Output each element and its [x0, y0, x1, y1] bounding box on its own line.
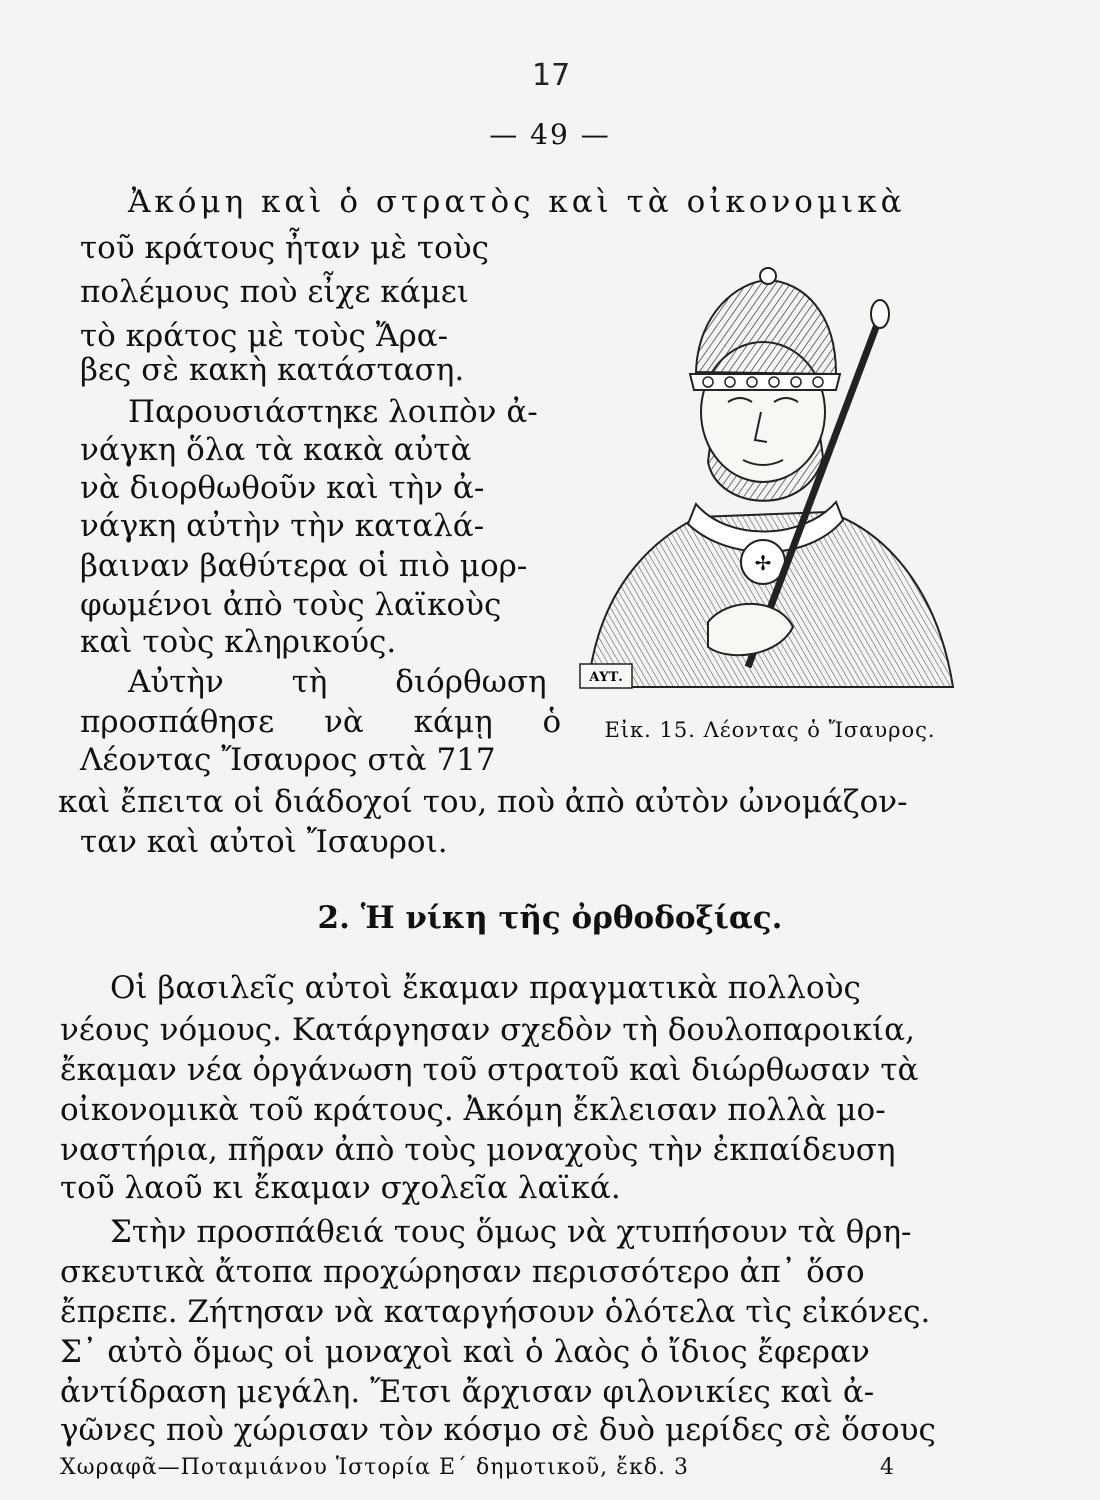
- text-line: ἀντίδραση μεγάλη. Ἔτσι ἄρχισαν φιλονικίες καὶ ἀ-: [60, 1374, 875, 1410]
- page-number: — 49 —: [489, 118, 611, 151]
- text-line: Ἀκόμη καὶ ὁ στρατὸς καὶ τὰ οἰκονομικὰ: [128, 184, 906, 220]
- text-line: τοῦ κράτους ἦταν μὲ τοὺς: [80, 230, 489, 266]
- text-line: οἰκονομικὰ τοῦ κράτους. Ἀκόμη ἔκλεισαν πολλὰ μο-: [60, 1092, 886, 1128]
- text-line: ναστήρια, πῆραν ἀπὸ τοὺς μοναχοὺς τὴν ἐκπαίδευση: [60, 1132, 896, 1168]
- text-line: καὶ ἔπειτα οἱ διάδοχοί του, ποὺ ἀπὸ αὐτὸν ὠνομάζον-: [58, 784, 908, 820]
- text-line: τοῦ λαοῦ κι ἔκαμαν σχολεῖα λαϊκά.: [60, 1170, 621, 1206]
- text-line: προσπάθησε νὰ κάμῃ ὁ: [80, 704, 562, 740]
- signature-number: 4: [880, 1455, 894, 1480]
- emperor-portrait-illustration: [578, 262, 958, 692]
- text-line: Στὴν προσπάθειά τους ὅμως νὰ χτυπήσουν τὰ θρη-: [110, 1214, 912, 1250]
- text-line: γῶνες ποὺ χώρισαν τὸν κόσμο σὲ δυὸ μερίδες σὲ ὅσους: [60, 1412, 936, 1448]
- text-line: Σ᾿ αὐτὸ ὅμως οἱ μοναχοὶ καὶ ὁ λαὸς ὁ ἴδιος ἔφεραν: [60, 1334, 870, 1370]
- text-line: σκευτικὰ ἄτοπα προχώρησαν περισσότερο ἀπ᾿ ὅσο: [60, 1254, 865, 1290]
- illustration-inset-label: ΑΥΤ.: [589, 670, 623, 685]
- figure-caption: Εἰκ. 15. Λέοντας ὁ Ἴσαυρος.: [604, 718, 936, 742]
- handwritten-mark: 17: [532, 58, 571, 93]
- text-line: νάγκη αὐτὴν τὴν καταλά-: [80, 508, 485, 544]
- text-line: ἔπρεπε. Ζήτησαν νὰ καταργήσουν ὁλότελα τὶς εἰκόνες.: [60, 1294, 931, 1330]
- text-line: ταν καὶ αὐτοὶ Ἴσαυροι.: [80, 824, 448, 860]
- text-line: τὸ κράτος μὲ τοὺς Ἄρα-: [80, 318, 449, 354]
- footer-imprint: Χωραφᾶ—Ποταμιάνου Ἱστορία Ε΄ δημοτικοῦ, ἔκδ. 3: [60, 1455, 689, 1480]
- text-line: νὰ διορθωθοῦν καὶ τὴν ἀ-: [80, 470, 485, 506]
- text-line: νάγκη ὅλα τὰ κακὰ αὐτὰ: [80, 432, 472, 468]
- text-line: φωμένοι ἀπὸ τοὺς λαϊκοὺς: [80, 587, 502, 623]
- text-line: βαιναν βαθύτερα οἱ πιὸ μορ-: [80, 548, 528, 584]
- text-line: Παρουσιάστηκε λοιπὸν ἀ-: [128, 394, 538, 430]
- svg-text:✢: ✢: [754, 551, 772, 575]
- text-line: Οἱ βασιλεῖς αὐτοὶ ἔκαμαν πραγματικὰ πολλοὺς: [110, 970, 861, 1006]
- text-line: ἔκαμαν νέα ὀργάνωση τοῦ στρατοῦ καὶ διώρθωσαν τὰ: [60, 1052, 919, 1088]
- text-line: πολέμους ποὺ εἶχε κάμει: [80, 274, 469, 310]
- text-line: βες σὲ κακὴ κατάσταση.: [80, 352, 465, 388]
- text-line: καὶ τοὺς κληρικούς.: [80, 624, 397, 660]
- section-heading: 2. Ἡ νίκη τῆς ὀρθοδοξίας.: [317, 900, 783, 936]
- text-line: Λέοντας Ἴσαυρος στὰ 717: [80, 742, 496, 778]
- text-line: Αὐτὴν τὴ διόρθωση: [128, 664, 547, 700]
- text-line: νέους νόμους. Κατάργησαν σχεδὸν τὴ δουλοπαροικία,: [60, 1012, 915, 1048]
